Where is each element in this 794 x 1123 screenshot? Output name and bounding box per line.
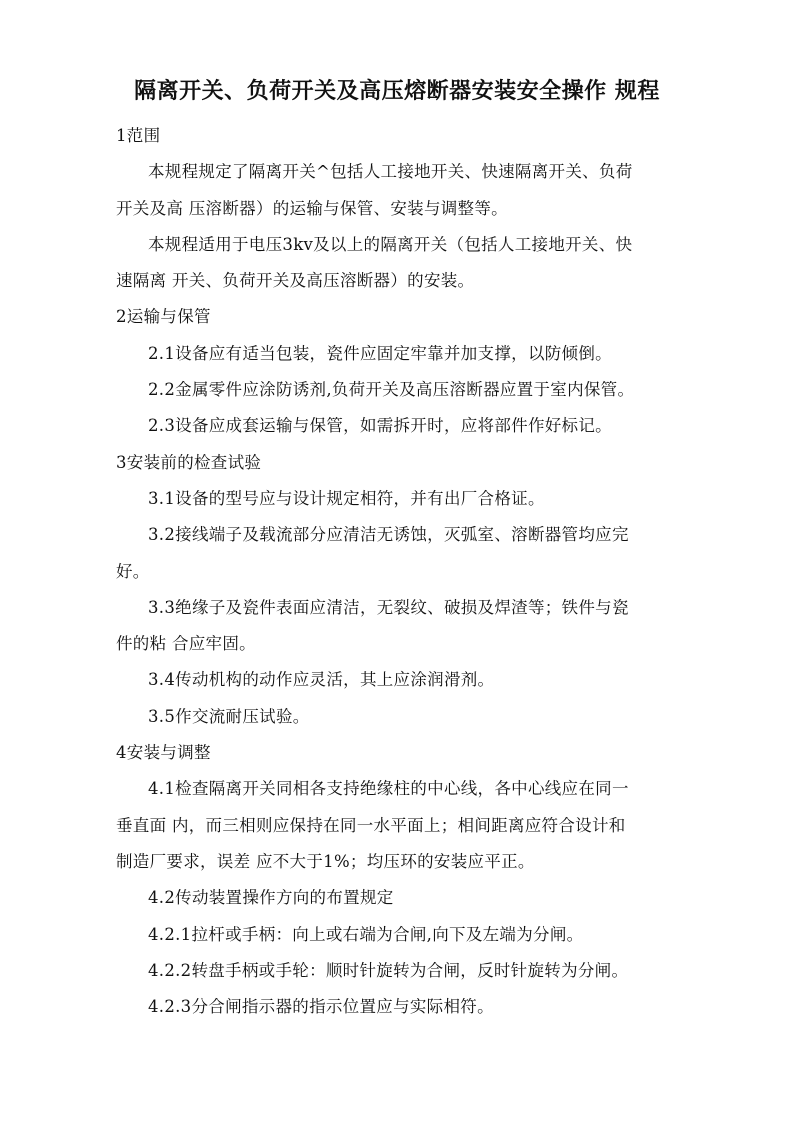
clause-3-1: 3.1设备的型号应与设计规定相符，并有出厂合格证。 [148, 488, 545, 508]
clause-4-2: 4.2传动装置操作方向的布置规定 [148, 888, 394, 908]
paragraph-line: 本规程适用于电压3kv及以上的隔离开关（包括人工接地开关、快 [148, 234, 633, 254]
paragraph-line: 制造厂要求，误差 应不大于1%；均压环的安装应平正。 [116, 851, 535, 871]
clause-4-1: 4.1检查隔离开关同相各支持绝缘柱的中心线，各中心线应在同一 [148, 779, 629, 799]
paragraph-line: 本规程规定了隔离开关^包括人工接地开关、快速隔离开关、负荷 [148, 162, 633, 182]
document-body [116, 118, 688, 1025]
clause-4-2-2: 4.2.2转盘手柄或手轮：顺时针旋转为合闸，反时针旋转为分闸。 [148, 960, 629, 980]
page-title: 隔离开关、负荷开关及高压熔断器安装安全操作 规程 [134, 78, 660, 104]
clause-3-2: 3.2接线端子及载流部分应清洁无诱蚀，灭弧室、溶断器管均应完 [148, 525, 629, 545]
section-heading-inspection: 3安装前的检查试验 [116, 452, 262, 472]
clause-4-2-1: 4.2.1拉杆或手柄：向上或右端为合闸,向下及左端为分闸。 [148, 924, 584, 944]
clause-2-2: 2.2金属零件应涂防诱剂,负荷开关及高压溶断器应置于室内保管。 [148, 380, 635, 400]
clause-3-3: 3.3绝缘子及瓷件表面应清洁，无裂纹、破损及焊渣等；铁件与瓷 [148, 597, 629, 617]
section-heading-scope: 1范围 [116, 126, 161, 145]
section-heading-transport: 2运输与保管 [116, 307, 211, 327]
clause-3-4: 3.4传动机构的动作应灵活，其上应涂润滑剂。 [148, 670, 495, 690]
clause-3-5: 3.5作交流耐压试验。 [148, 706, 310, 726]
clause-2-3: 2.3设备应成套运输与保管，如需拆开时，应将部件作好标记。 [148, 416, 612, 436]
paragraph-line: 开关及高 压溶断器）的运输与保管、安装与调整等。 [116, 198, 508, 218]
paragraph-line: 好。 [116, 561, 150, 581]
clause-4-2-3: 4.2.3分合闸指示器的指示位置应与实际相符。 [148, 997, 494, 1017]
paragraph-line: 速隔离 开关、负荷开关及高压溶断器）的安装。 [116, 271, 475, 291]
paragraph-line: 垂直面 内，而三相则应保持在同一水平面上；相间距离应符合设计和 [116, 815, 626, 835]
clause-2-1: 2.1设备应有适当包装，瓷件应固定牢靠并加支撑，以防倾倒。 [148, 343, 612, 363]
section-heading-installation: 4安装与调整 [116, 743, 211, 763]
paragraph-line: 件的粘 合应牢固。 [116, 634, 256, 654]
